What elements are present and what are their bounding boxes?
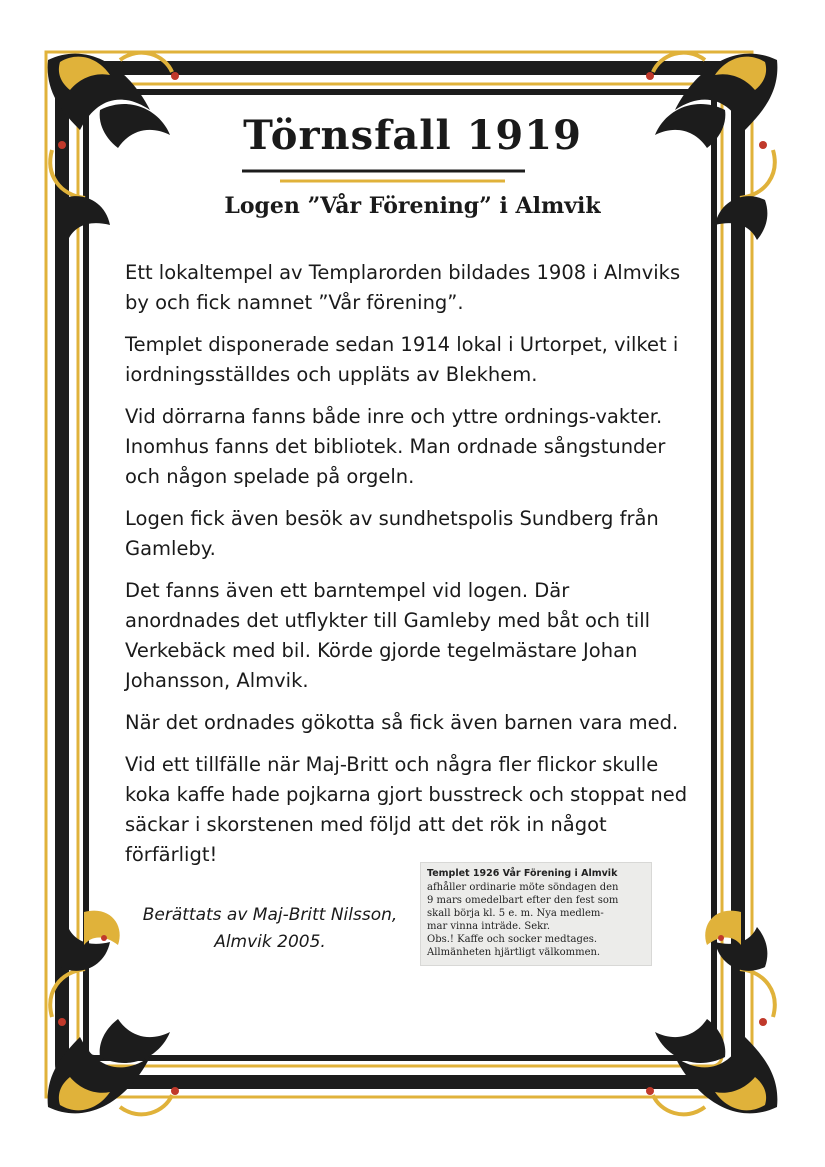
clipping-line: Allmänheten hjärtligt välkommen. <box>427 947 601 958</box>
page-subtitle: Logen ”Vår Förening” i Almvik <box>224 193 601 219</box>
clipping-heading: Templet 1926 Vår Förening i Almvik <box>427 868 618 879</box>
paragraph: Vid dörrarna fanns både inre och yttre ordnings-vakter. Inomhus fanns det bibliotek. Man ordnade sångstunder och någon spelade på orgeln. <box>125 405 666 488</box>
paragraph: Templet disponerade sedan 1914 lokal i Urtorpet, vilket i iordningsställdes och uppläts av Blekhem. <box>125 333 679 386</box>
story-body <box>125 258 690 882</box>
paragraph: När det ordnades gökotta så fick även barnen vara med. <box>125 711 679 734</box>
clipping-line: afhåller ordinarie möte söndagen den <box>427 882 619 893</box>
paragraph: Det fanns även ett barntempel vid logen. Där anordnades det utflykter till Gamleby med båt och till Verkebäck med bil. Körde gjorde tegelmästare Johan Johansson, Almvik. <box>125 579 651 692</box>
paragraph: Vid ett tillfälle när Maj-Britt och några fler flickor skulle koka kaffe hade pojkarna gjort busstreck och stoppat ned säckar i skorstenen med följd att det rök in något förfärligt! <box>125 753 688 866</box>
clipping-line: mar vinna inträde. Sekr. <box>427 921 551 932</box>
newspaper-clipping <box>420 862 652 966</box>
paragraph: Logen fick även besök av sundhetspolis Sundberg från Gamleby. <box>125 507 659 560</box>
clipping-line: 9 mars omedelbart efter den fest som <box>427 895 619 906</box>
clipping-line: Obs.! Kaffe och socker medtages. <box>427 934 598 945</box>
credit-line: Almvik 2005. <box>214 932 326 952</box>
credit-line: Berättats av Maj-Britt Nilsson, <box>142 905 398 925</box>
page-title: Törnsfall 1919 <box>243 112 582 159</box>
credit-note <box>120 902 420 956</box>
gold-leaf-icon-right <box>705 911 741 945</box>
paragraph: Ett lokaltempel av Templarorden bildades 1908 i Almviks by och fick namnet ”Vår förening”. <box>125 261 681 314</box>
clipping-line: skall börja kl. 5 e. m. Nya medlem- <box>427 908 604 919</box>
gold-leaf-icon-left <box>84 911 120 945</box>
